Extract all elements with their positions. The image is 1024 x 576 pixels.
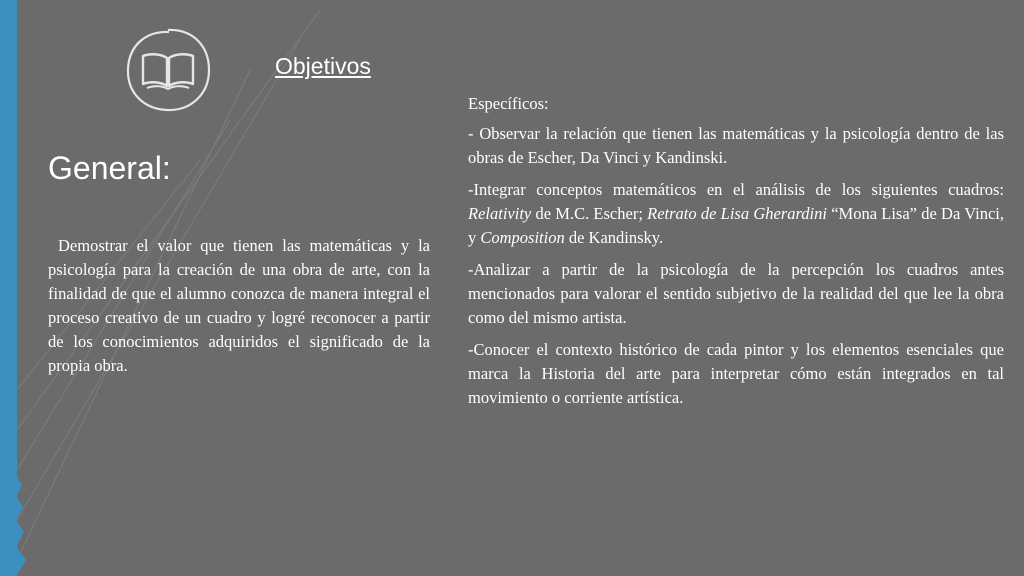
specific-item-2 [468,178,1004,250]
item2-relativity: Relativity [468,204,532,223]
specific-objectives [468,92,1004,418]
slide-title: Objetivos [275,53,371,79]
item2-text-e: “Mona Lisa” de Da Vinci, y [468,204,1004,247]
general-objective-text: Demostrar el valor que tienen las matemáticas y la psicología para la creación de una obra de arte, con la finalidad de que el alumno conozca de manera integral el proceso creativo de un cuadro y logré reconocer a partir de los conocimientos adquiridos el significado de la propia obra. [48,236,430,375]
item2-composition: Composition [480,228,565,247]
item2-text-g: de Kandinsky. [564,228,664,247]
specific-item-4: -Conocer el contexto histórico de cada pintor y los elementos esenciales que marca la Historia del arte para interpretar cómo están integrados en tal movimiento o corriente artística. [468,340,1004,407]
item2-text-c: de M.C. Escher; [531,204,648,223]
general-heading: General: [48,150,171,186]
specific-heading: Específicos: [468,94,549,113]
specific-item-3: -Analizar a partir de la psicología de la percepción los cuadros antes mencionados para valorar el sentido subjetivo de la realidad del que lee la obra como del mismo artista. [468,260,1004,327]
accent-bar [0,0,17,576]
item2-retrato: Retrato de Lisa Gherardini [647,204,827,223]
open-book-icon [123,26,213,114]
specific-item-1: - Observar la relación que tienen las matemáticas y la psicología dentro de las obras de Escher, Da Vinci y Kandinski. [468,124,1004,167]
item2-text-a: -Integrar conceptos matemáticos en el análisis de los siguientes cuadros: [468,180,1004,199]
